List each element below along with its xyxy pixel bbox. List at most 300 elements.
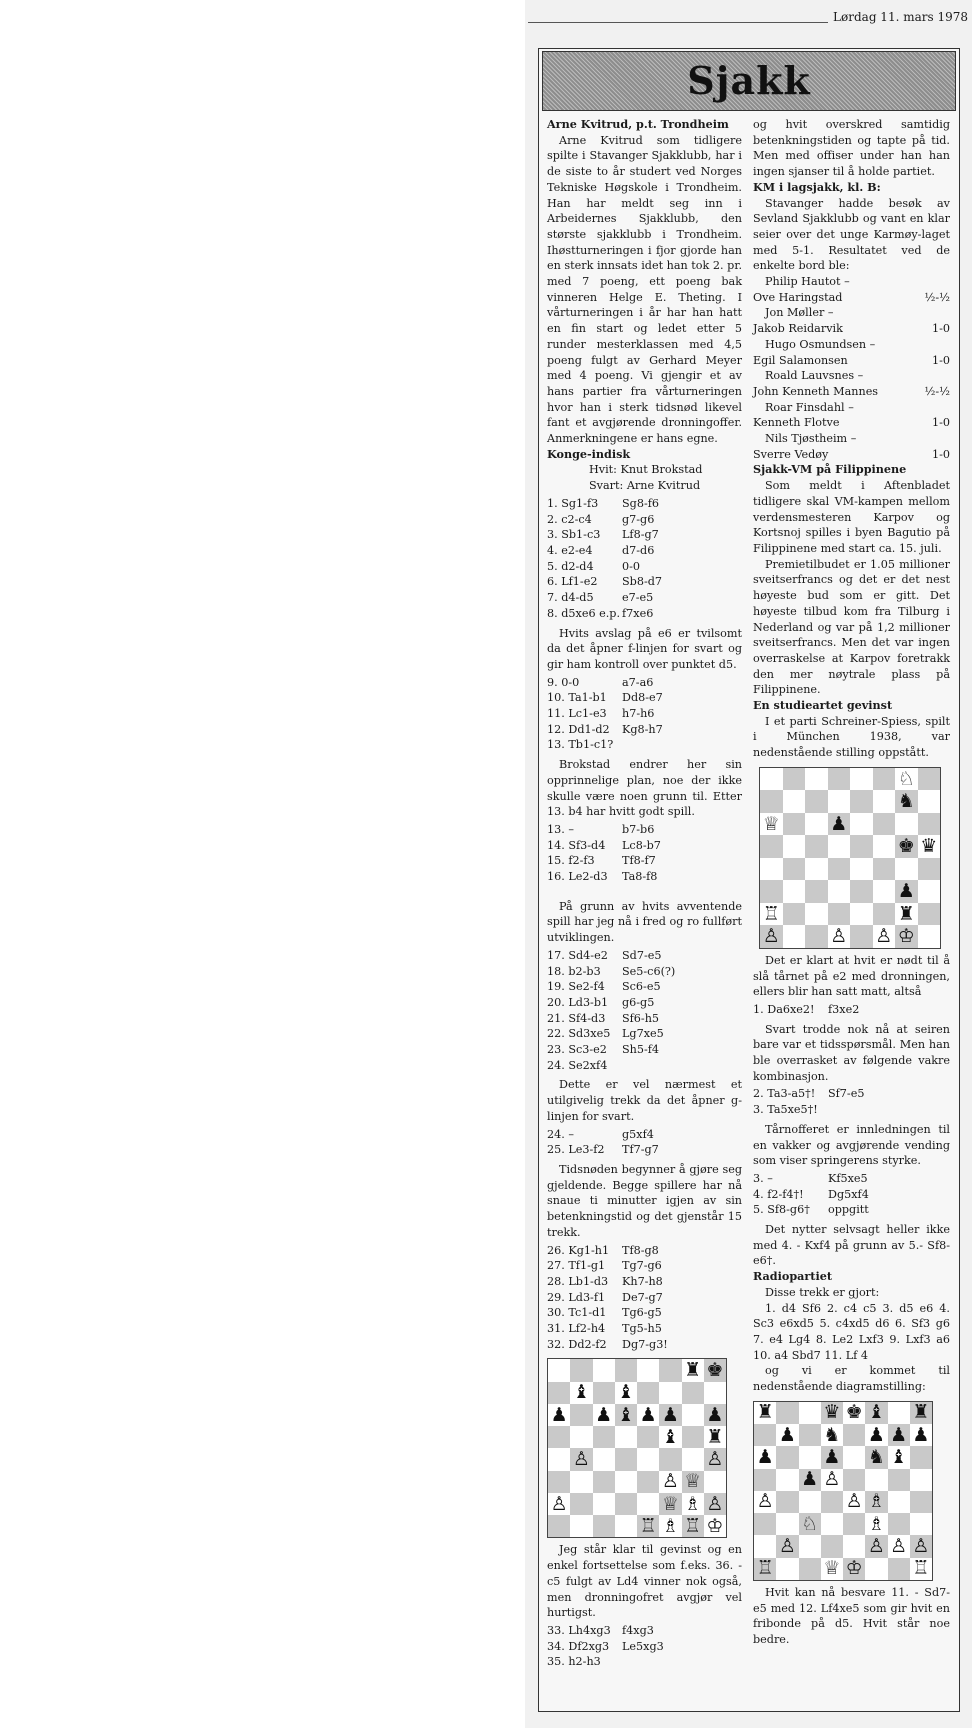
- white-move: 2. Ta3-a5†!: [753, 1087, 816, 1101]
- black-move: Sd7-e5: [622, 948, 662, 962]
- annotation: Dette er vel nærmest et utilgivelig trekk da det åpner g-linjen for svart.: [547, 1078, 742, 1123]
- board-square: [843, 1402, 865, 1424]
- white-move: 11. Lc1-e3: [547, 707, 607, 721]
- board-square: [548, 1448, 570, 1470]
- board-square: [918, 835, 941, 858]
- board-square: [888, 1446, 910, 1468]
- result-away-player: Sverre Vedøy: [753, 447, 829, 461]
- result-away-player: Jakob Reidarvik: [753, 322, 843, 336]
- move-row: [547, 706, 742, 722]
- black-move: f7xe6: [622, 606, 654, 620]
- board-square: [754, 1491, 776, 1513]
- board-square: [865, 1513, 887, 1535]
- white-move: 16. Le2-d3: [547, 870, 608, 884]
- black-move: Kg8-h7: [622, 722, 663, 736]
- move-row: [547, 737, 742, 753]
- white-pawn-icon: ♙: [867, 1534, 885, 1557]
- spacer: [547, 889, 742, 899]
- board-square: [783, 790, 806, 813]
- white-move: 3. –: [753, 1171, 773, 1185]
- white-pawn-icon: ♙: [762, 925, 780, 948]
- move-row: [547, 675, 742, 691]
- board-square: [821, 1558, 843, 1580]
- white-bishop-icon: ♗: [867, 1490, 885, 1513]
- black-move: g5xf4: [622, 1127, 654, 1141]
- board-square: [659, 1471, 681, 1493]
- black-move: Ta8-f8: [622, 870, 658, 884]
- board-square: [682, 1404, 704, 1426]
- board-square: [888, 1513, 910, 1535]
- board-square: [682, 1471, 704, 1493]
- white-king-icon: ♔: [845, 1557, 863, 1580]
- chess-diagram: [547, 1358, 727, 1538]
- white-move: 32. Dd2-f2: [547, 1337, 607, 1351]
- board-square: [799, 1558, 821, 1580]
- board-square: [828, 835, 851, 858]
- board-square: [910, 1402, 932, 1424]
- board-square: [918, 925, 941, 948]
- board-square: [704, 1493, 726, 1515]
- move-row: [753, 1171, 950, 1187]
- board-square: [570, 1471, 592, 1493]
- move-row: [547, 527, 742, 543]
- board-square: [593, 1493, 615, 1515]
- move-row: [753, 1202, 950, 1218]
- chess-column-frame: [538, 48, 960, 1712]
- board-square: [783, 925, 806, 948]
- white-pawn-icon: ♙: [706, 1448, 724, 1471]
- board-square: [593, 1448, 615, 1470]
- board-square: [783, 835, 806, 858]
- board-square: [850, 880, 873, 903]
- board-square: [821, 1446, 843, 1468]
- white-pawn-icon: ♙: [572, 1448, 590, 1471]
- board-square: [843, 1469, 865, 1491]
- board-square: [918, 768, 941, 791]
- board-square: [828, 925, 851, 948]
- move-row: [753, 1086, 950, 1102]
- board-square: [910, 1491, 932, 1513]
- white-move: 3. Sb1-c3: [547, 528, 601, 542]
- black-move: h7-h6: [622, 707, 655, 721]
- board-square: [918, 858, 941, 881]
- result-home-player: Roald Lauvsnes –: [765, 369, 864, 383]
- board-square: [659, 1382, 681, 1404]
- white-move: 7. d4-d5: [547, 591, 594, 605]
- white-move: 34. Df2xg3: [547, 1639, 610, 1653]
- move-row: [547, 606, 742, 622]
- black-pawn-icon: ♟: [661, 1403, 679, 1426]
- black-move: Sf7-e5: [828, 1087, 865, 1101]
- board-square: [828, 903, 851, 926]
- white-king-icon: ♔: [706, 1514, 724, 1537]
- board-square: [570, 1426, 592, 1448]
- board-square: [799, 1402, 821, 1424]
- white-move: 14. Sf3-d4: [547, 838, 606, 852]
- white-rook-icon: ♖: [639, 1514, 657, 1537]
- board-square: [910, 1446, 932, 1468]
- board-square: [843, 1491, 865, 1513]
- move-row: [547, 822, 742, 838]
- board-square: [783, 903, 806, 926]
- board-square: [760, 835, 783, 858]
- board-square: [850, 790, 873, 813]
- board-square: [828, 790, 851, 813]
- board-square: [828, 813, 851, 836]
- white-move: 4. f2-f4†!: [753, 1187, 804, 1201]
- board-square: [821, 1469, 843, 1491]
- board-square: [704, 1471, 726, 1493]
- move-row: [547, 512, 742, 528]
- black-move: Sh5-f4: [622, 1043, 660, 1057]
- white-queen-icon: ♕: [762, 812, 780, 835]
- move-row: [547, 543, 742, 559]
- white-move: 28. Lb1-d3: [547, 1274, 609, 1288]
- board-square: [548, 1359, 570, 1381]
- board-square: [850, 925, 873, 948]
- white-pawn-icon: ♙: [823, 1468, 841, 1491]
- board-square: [805, 790, 828, 813]
- white-queen-icon: ♕: [661, 1492, 679, 1515]
- white-move: 35. h2-h3: [547, 1655, 601, 1669]
- board-square: [873, 768, 896, 791]
- board-square: [776, 1446, 798, 1468]
- white-move: 26. Kg1-h1: [547, 1243, 610, 1257]
- board-square: [593, 1426, 615, 1448]
- board-square: [799, 1513, 821, 1535]
- board-square: [704, 1448, 726, 1470]
- board-square: [570, 1404, 592, 1426]
- black-knight-icon: ♞: [867, 1445, 885, 1468]
- board-square: [570, 1382, 592, 1404]
- result-home-player: Jon Møller –: [765, 306, 834, 320]
- board-square: [548, 1515, 570, 1537]
- move-row: [547, 1639, 742, 1655]
- board-square: [805, 925, 828, 948]
- black-move: Tg5-h5: [622, 1322, 662, 1336]
- board-square: [888, 1535, 910, 1557]
- board-square: [865, 1491, 887, 1513]
- board-square: [615, 1404, 637, 1426]
- white-move: 5. Sf8-g6†: [753, 1203, 810, 1217]
- board-square: [865, 1469, 887, 1491]
- board-square: [888, 1491, 910, 1513]
- board-square: [637, 1404, 659, 1426]
- white-move: 30. Tc1-d1: [547, 1306, 607, 1320]
- result-score: 1-0: [931, 416, 950, 430]
- black-move: 0-0: [622, 559, 641, 573]
- board-square: [865, 1558, 887, 1580]
- board-square: [704, 1426, 726, 1448]
- board-square: [843, 1424, 865, 1446]
- board-square: [615, 1471, 637, 1493]
- black-pawn-icon: ♟: [706, 1403, 724, 1426]
- board-square: [895, 880, 918, 903]
- move-row: [547, 1305, 742, 1321]
- dateline-rule: [528, 22, 828, 23]
- white-pawn-icon: ♙: [661, 1470, 679, 1493]
- result-away-player: Egil Salamonsen: [753, 353, 848, 367]
- black-king-icon: ♚: [897, 835, 915, 858]
- board-square: [799, 1491, 821, 1513]
- white-move: 21. Sf4-d3: [547, 1011, 606, 1025]
- annotation: Svart trodde nok nå at seiren bare var et tidsspørsmål. Men han ble overrasket av følgende vakre kombinasjon.: [753, 1022, 950, 1083]
- board-square: [682, 1426, 704, 1448]
- black-pawn-icon: ♟: [890, 1423, 908, 1446]
- board-square: [843, 1558, 865, 1580]
- move-row: [547, 496, 742, 512]
- annotation: Tårnofferet er innledningen til en vakker og avgjørende vending som viser springerens styrke.: [753, 1122, 950, 1168]
- radio-heading: Radiopartiet: [753, 1269, 833, 1284]
- black-move: Dd8-e7: [622, 691, 663, 705]
- white-move: 13. Tb1-c1?: [547, 738, 614, 752]
- board-square: [828, 858, 851, 881]
- board-square: [615, 1515, 637, 1537]
- white-pawn-icon: ♙: [706, 1492, 724, 1515]
- white-move: 27. Tf1-g1: [547, 1259, 606, 1273]
- white-move: 29. Ld3-f1: [547, 1290, 606, 1304]
- move-row: [547, 1337, 742, 1353]
- board-square: [754, 1513, 776, 1535]
- vm-heading: Sjakk-VM på Filippinene: [753, 462, 907, 477]
- board-square: [593, 1404, 615, 1426]
- move-row: [547, 722, 742, 738]
- board-square: [754, 1558, 776, 1580]
- white-move: 13. –: [547, 822, 574, 836]
- board-square: [918, 903, 941, 926]
- board-square: [704, 1515, 726, 1537]
- board-square: [637, 1426, 659, 1448]
- board-square: [754, 1469, 776, 1491]
- board-square: [682, 1448, 704, 1470]
- board-square: [910, 1558, 932, 1580]
- board-square: [548, 1471, 570, 1493]
- black-bishop-icon: ♝: [572, 1381, 590, 1404]
- move-row: [547, 1042, 742, 1058]
- board-square: [776, 1535, 798, 1557]
- moves-list: [547, 1243, 742, 1353]
- board-square: [776, 1402, 798, 1424]
- board-square: [783, 768, 806, 791]
- board-square: [918, 813, 941, 836]
- study-heading: En studieartet gevinst: [753, 698, 893, 713]
- move-row: [547, 1011, 742, 1027]
- white-move: 10. Ta1-b1: [547, 691, 607, 705]
- result-away-player: Kenneth Flotve: [753, 416, 840, 430]
- white-rook-icon: ♖: [762, 902, 780, 925]
- dateline: [528, 10, 968, 24]
- board-square: [593, 1382, 615, 1404]
- moves-list: [547, 496, 742, 622]
- result-home-player: Nils Tjøstheim –: [765, 432, 857, 446]
- board-square: [895, 768, 918, 791]
- black-move: Se5-c6(?): [622, 964, 676, 978]
- annotation: Hvit kan nå besvare 11. - Sd7-e5 med 12. Lf4xe5 som gir hvit en fribonde på d5. Hvit står noe bedre.: [753, 1585, 950, 1646]
- moves-list: [547, 1127, 742, 1158]
- black-bishop-icon: ♝: [867, 1401, 885, 1424]
- board-square: [548, 1382, 570, 1404]
- move-row: [547, 1321, 742, 1337]
- left-column: [547, 117, 742, 1674]
- black-move: Sg8-f6: [622, 496, 659, 510]
- board-square: [805, 768, 828, 791]
- board-square: [821, 1535, 843, 1557]
- board-square: [637, 1448, 659, 1470]
- board-square: [873, 880, 896, 903]
- board-square: [865, 1424, 887, 1446]
- board-square: [659, 1404, 681, 1426]
- result-row: [753, 353, 950, 369]
- white-pawn-icon: ♙: [875, 925, 893, 948]
- board-square: [888, 1424, 910, 1446]
- black-rook-icon: ♜: [897, 902, 915, 925]
- board-square: [821, 1513, 843, 1535]
- moves-list: [547, 948, 742, 1074]
- board-square: [805, 858, 828, 881]
- board-square: [843, 1513, 865, 1535]
- white-bishop-icon: ♗: [684, 1492, 702, 1515]
- move-row: [547, 1654, 742, 1670]
- board-square: [873, 813, 896, 836]
- white-move: 18. b2-b3: [547, 964, 601, 978]
- board-square: [799, 1424, 821, 1446]
- result-score: 1-0: [931, 322, 950, 336]
- move-row: [547, 1142, 742, 1158]
- board-square: [828, 768, 851, 791]
- board-square: [799, 1469, 821, 1491]
- board-square: [615, 1493, 637, 1515]
- black-move: De7-g7: [622, 1290, 663, 1304]
- board-square: [682, 1359, 704, 1381]
- board-square: [754, 1424, 776, 1446]
- board-square: [570, 1493, 592, 1515]
- board-square: [910, 1424, 932, 1446]
- move-row: [547, 853, 742, 869]
- black-move: g6-g5: [622, 995, 655, 1009]
- white-move: 25. Le3-f2: [547, 1143, 605, 1157]
- moves-list: [753, 1086, 950, 1117]
- board-square: [754, 1402, 776, 1424]
- board-square: [704, 1404, 726, 1426]
- white-move: 4. e2-e4: [547, 543, 593, 557]
- move-row: [547, 1274, 742, 1290]
- white-player: Hvit: Knut Brokstad: [589, 463, 703, 477]
- board-square: [895, 925, 918, 948]
- white-move: 1. Sg1-f3: [547, 496, 599, 510]
- black-queen-icon: ♛: [823, 1401, 841, 1424]
- white-queen-icon: ♕: [823, 1557, 841, 1580]
- board-square: [659, 1515, 681, 1537]
- board-square: [799, 1446, 821, 1468]
- board-square: [873, 858, 896, 881]
- black-pawn-icon: ♟: [897, 880, 915, 903]
- annotation: Det nytter selvsagt heller ikke med 4. - Kxf4 på grunn av 5.- Sf8-e6†.: [753, 1223, 950, 1268]
- black-move: Dg5xf4: [828, 1187, 869, 1201]
- board-square: [637, 1471, 659, 1493]
- board-square: [865, 1446, 887, 1468]
- white-move: 9. 0-0: [547, 675, 580, 689]
- white-pawn-icon: ♙: [756, 1490, 774, 1513]
- white-move: 3. Ta5xe5†!: [753, 1103, 818, 1117]
- white-move: 31. Lf2-h4: [547, 1322, 606, 1336]
- black-move: Tf8-f7: [622, 854, 656, 868]
- board-square: [850, 813, 873, 836]
- board-square: [873, 925, 896, 948]
- result-home-player: Philip Hautot –: [765, 275, 850, 289]
- board-square: [888, 1402, 910, 1424]
- move-row: [547, 590, 742, 606]
- board-square: [910, 1513, 932, 1535]
- board-square: [865, 1402, 887, 1424]
- board-square: [776, 1558, 798, 1580]
- annotation: Brokstad endrer her sin opprinnelige plan, noe der ikke skulle være noen grunn til. Etter 13. b4 har hvitt godt spill.: [547, 758, 742, 819]
- black-pawn-icon: ♟: [867, 1423, 885, 1446]
- black-move: Tg7-g6: [622, 1259, 662, 1273]
- black-move: Dg7-g3!: [622, 1337, 668, 1351]
- white-move: 24. –: [547, 1127, 574, 1141]
- black-move: oppgitt: [828, 1203, 869, 1217]
- board-square: [895, 858, 918, 881]
- white-rook-icon: ♖: [756, 1557, 774, 1580]
- board-square: [754, 1535, 776, 1557]
- board-square: [570, 1515, 592, 1537]
- board-square: [776, 1469, 798, 1491]
- black-move: Lf8-g7: [622, 528, 659, 542]
- board-square: [805, 813, 828, 836]
- black-pawn-icon: ♟: [756, 1445, 774, 1468]
- white-move: 22. Sd3xe5: [547, 1027, 611, 1041]
- board-square: [615, 1426, 637, 1448]
- move-row: [547, 1258, 742, 1274]
- black-move: f3xe2: [828, 1002, 860, 1016]
- board-square: [659, 1426, 681, 1448]
- board-square: [615, 1448, 637, 1470]
- board-square: [799, 1535, 821, 1557]
- board-square: [850, 768, 873, 791]
- board-square: [873, 903, 896, 926]
- move-row: [753, 1002, 950, 1018]
- move-row: [547, 995, 742, 1011]
- black-move: Tf8-g8: [622, 1243, 659, 1257]
- black-move: Kf5xe5: [828, 1171, 868, 1185]
- board-square: [637, 1493, 659, 1515]
- white-move: 8. d5xe6 e.p.: [547, 606, 621, 620]
- black-pawn-icon: ♟: [801, 1468, 819, 1491]
- board-square: [918, 880, 941, 903]
- white-rook-icon: ♖: [684, 1514, 702, 1537]
- moves-list: [547, 822, 742, 885]
- move-row: [547, 964, 742, 980]
- result-score: 1-0: [931, 447, 950, 461]
- result-row: [753, 321, 950, 337]
- board-square: [865, 1535, 887, 1557]
- board-square: [659, 1359, 681, 1381]
- move-row: [547, 690, 742, 706]
- board-square: [873, 835, 896, 858]
- dateline-text: Lørdag 11. mars 1978: [827, 10, 968, 24]
- moves-list: [753, 1002, 950, 1018]
- white-bishop-icon: ♗: [867, 1512, 885, 1535]
- board-square: [843, 1535, 865, 1557]
- black-rook-icon: ♜: [684, 1359, 702, 1382]
- white-move: 19. Se2-f4: [547, 980, 605, 994]
- black-move: Lg7xe5: [622, 1027, 664, 1041]
- black-move: Sf6-h5: [622, 1011, 660, 1025]
- chess-diagram: [753, 1401, 933, 1581]
- annotation: Tidsnøden begynner å gjøre seg gjeldende. Begge spillere har nå snaue ti minutter igjen av sin betenkningstid og det gjenstår 15 trekk.: [547, 1163, 742, 1239]
- board-square: [682, 1515, 704, 1537]
- board-square: [783, 880, 806, 903]
